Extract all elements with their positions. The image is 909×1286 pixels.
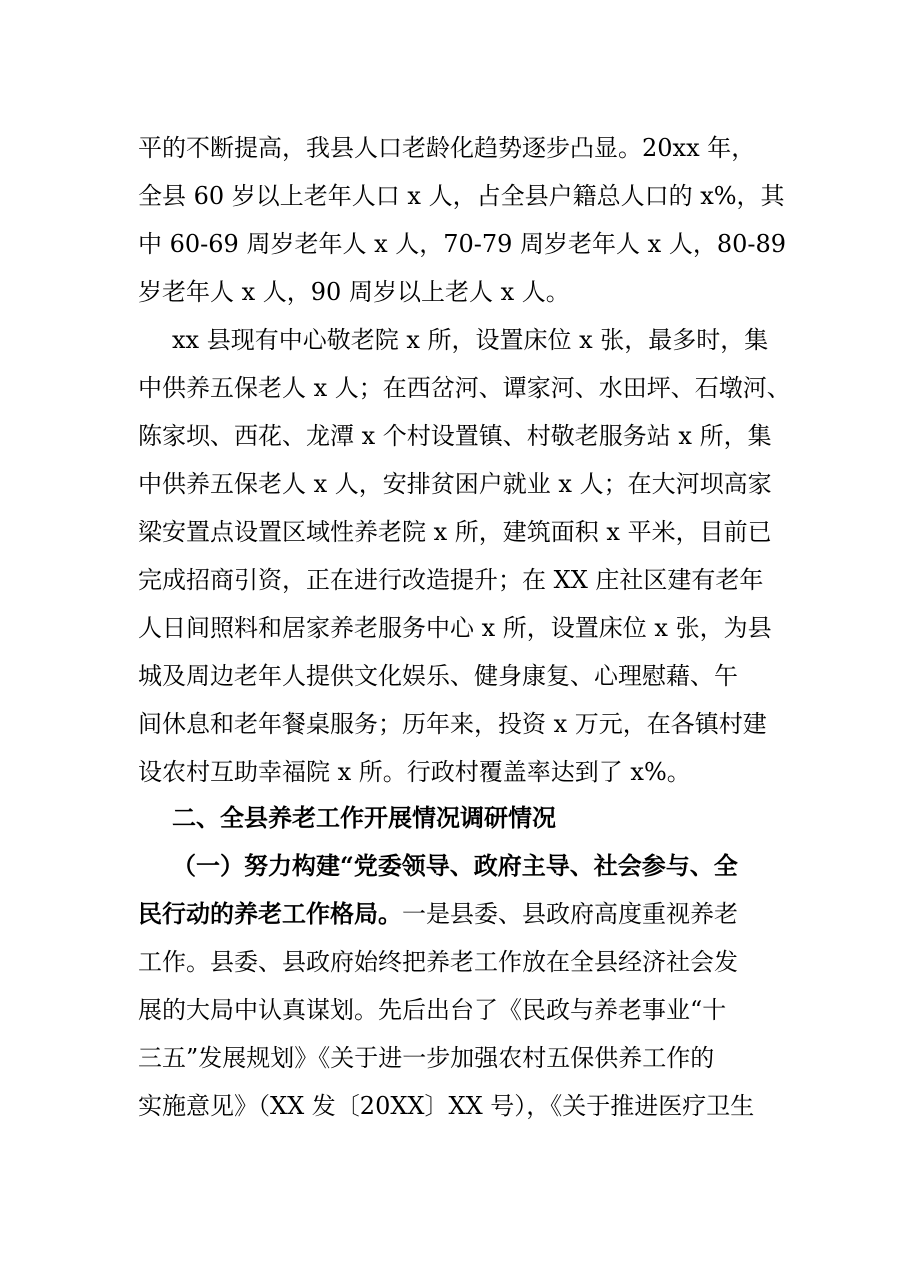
subsection-line-5: 三五”发展规划》《关于进一步加强农村五保供养工作的 (138, 1044, 715, 1072)
paragraph-2-line-2: 中供养五保老人 x 人；在西岔河、谭家河、水田坪、石墩河、 (138, 374, 791, 402)
subsection-title-line-2: 民行动的养老工作格局。 (138, 899, 402, 928)
paragraph-2-line-5: 梁安置点设置区域性养老院 x 所，建筑面积 x 平米，目前已 (138, 518, 772, 546)
paragraph-1-line-4: 岁老年人 x 人，90 周岁以上老人 x 人。 (138, 278, 570, 306)
subsection-line-6: 实施意见》（XX 发〔20XX〕XX 号），《关于推进医疗卫生 (138, 1092, 755, 1120)
paragraph-2-line-9: 间休息和老年餐桌服务；历年来，投资 x 万元，在各镇村建 (138, 710, 767, 738)
paragraph-2-line-10: 设农村互助幸福院 x 所。行政村覆盖率达到了 x%。 (138, 758, 691, 786)
paragraph-2-line-6: 完成招商引资，正在进行改造提升；在 XX 庄社区建有老年 (138, 566, 764, 594)
subsection-line-2 (138, 894, 798, 934)
subsection-title-line-1: （一）努力构建“党委领导、政府主导、社会参与、全 (172, 851, 738, 880)
subsection-line-4: 展的大局中认真谋划。先后出台了《民政与养老事业“十 (138, 996, 727, 1024)
subsection-line-2-text: 一是县委、县政府高度重视养老 (402, 900, 738, 928)
paragraph-2-line-8: 城及周边老年人提供文化娱乐、健身康复、心理慰藉、午 (138, 662, 738, 690)
paragraph-2-line-4: 中供养五保老人 x 人，安排贫困户就业 x 人；在大河坝高家 (138, 470, 772, 498)
paragraph-1-line-2: 全县 60 岁以上老年人口 x 人，占全县户籍总人口的 x%，其 (138, 182, 785, 210)
paragraph-1-line-1: 平的不断提高，我县人口老龄化趋势逐步凸显。20xx 年， (138, 134, 756, 162)
paragraph-2-line-1: xx 县现有中心敬老院 x 所，设置床位 x 张，最多时，集 (172, 326, 769, 354)
section-heading: 二、全县养老工作开展情况调研情况 (172, 804, 556, 832)
subsection-line-3: 工作。县委、县政府始终把养老工作放在全县经济社会发 (138, 948, 738, 976)
paragraph-2-line-7: 人日间照料和居家养老服务中心 x 所，设置床位 x 张，为县 (138, 614, 772, 642)
paragraph-2-line-3: 陈家坝、西花、龙潭 x 个村设置镇、村敬老服务站 x 所，集 (138, 422, 772, 450)
paragraph-1-line-3: 中 60-69 周岁老年人 x 人，70-79 周岁老年人 x 人，80-89 (138, 230, 787, 258)
